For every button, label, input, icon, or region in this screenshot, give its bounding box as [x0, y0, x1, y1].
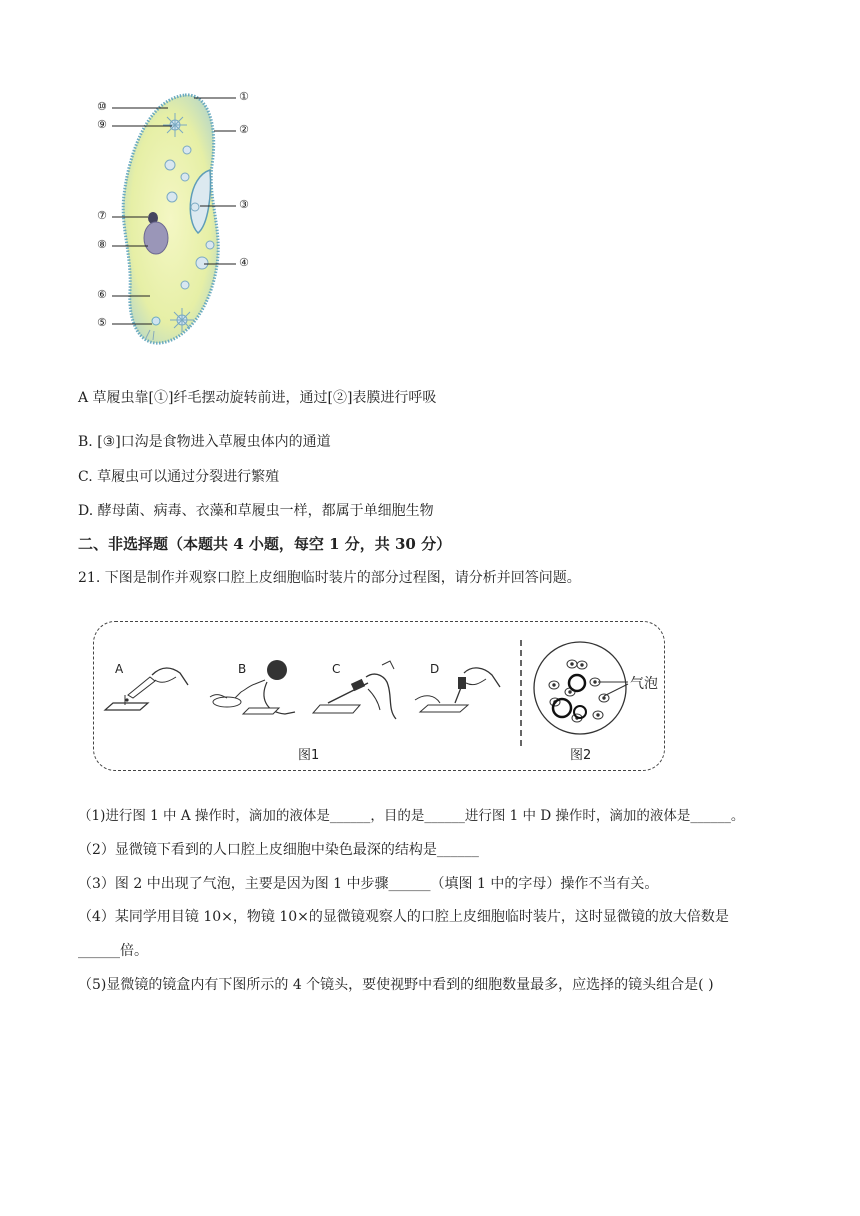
step-letter-b: B: [238, 662, 247, 676]
q21-part-1: （1)进行图 1 中 A 操作时，滴加的液体是______，目的是______进行图 1 中 D 操作时，滴加的液体是______。: [78, 808, 745, 824]
q21-stem: 21. 下图是制作并观察口腔上皮细胞临时装片的部分过程图，请分析并回答问题。: [78, 570, 581, 586]
figure-separator: [519, 640, 523, 750]
label-9: ⑨: [97, 118, 107, 131]
step-a-illustration: [100, 655, 195, 720]
label-1: ①: [239, 90, 249, 103]
option-c: C. 草履虫可以通过分裂进行繁殖: [78, 469, 280, 485]
label-3: ③: [239, 198, 249, 211]
q21-part-4b: ______倍。: [78, 943, 148, 959]
step-d-illustration: [410, 655, 505, 720]
label-6: ⑥: [97, 288, 107, 301]
anal-pore: [152, 317, 160, 325]
q21-part-5: （5)显微镜的镜盒内有下图所示的 4 个镜头，要使视野中看到的细胞数量最多，应选择的镜头组合是( ): [78, 977, 714, 993]
step-letter-c: C: [332, 662, 341, 676]
label-8: ⑧: [97, 238, 107, 251]
bubble-label: 气泡: [630, 676, 658, 692]
macronucleus: [144, 222, 168, 254]
label-2: ②: [239, 123, 249, 136]
label-5: ⑤: [97, 316, 107, 329]
option-d: D. 酵母菌、病毒、衣藻和草履虫一样，都属于单细胞生物: [78, 503, 434, 519]
step-letter-d: D: [430, 662, 440, 676]
option-b: B. [③]口沟是食物进入草履虫体内的通道: [78, 434, 331, 450]
q21-part-3: （3）图 2 中出现了气泡，主要是因为图 1 中步骤______（填图 1 中的字母）操作不当有关。: [78, 876, 659, 892]
step-b-illustration: [205, 652, 300, 722]
q21-part-4a: （4）某同学用目镜 10×，物镜 10×的显微镜观察人的口腔上皮细胞临时装片，这时显微镜的放大倍数是: [78, 909, 729, 925]
step-c-illustration: [308, 655, 403, 725]
label-4: ④: [239, 256, 249, 269]
label-7: ⑦: [97, 209, 107, 222]
section-heading: 二、非选择题（本题共 4 小题，每空 1 分，共 30 分）: [78, 535, 452, 553]
fig2-caption: 图2: [570, 748, 592, 763]
q21-part-2: （2）显微镜下看到的人口腔上皮细胞中染色最深的结构是______: [78, 842, 479, 858]
step-letter-a: A: [115, 662, 124, 676]
label-10: ⑩: [97, 100, 107, 113]
option-a: A 草履虫靠[①]纤毛摆动旋转前进，通过[②]表膜进行呼吸: [78, 390, 437, 406]
fig1-caption: 图1: [298, 748, 320, 763]
